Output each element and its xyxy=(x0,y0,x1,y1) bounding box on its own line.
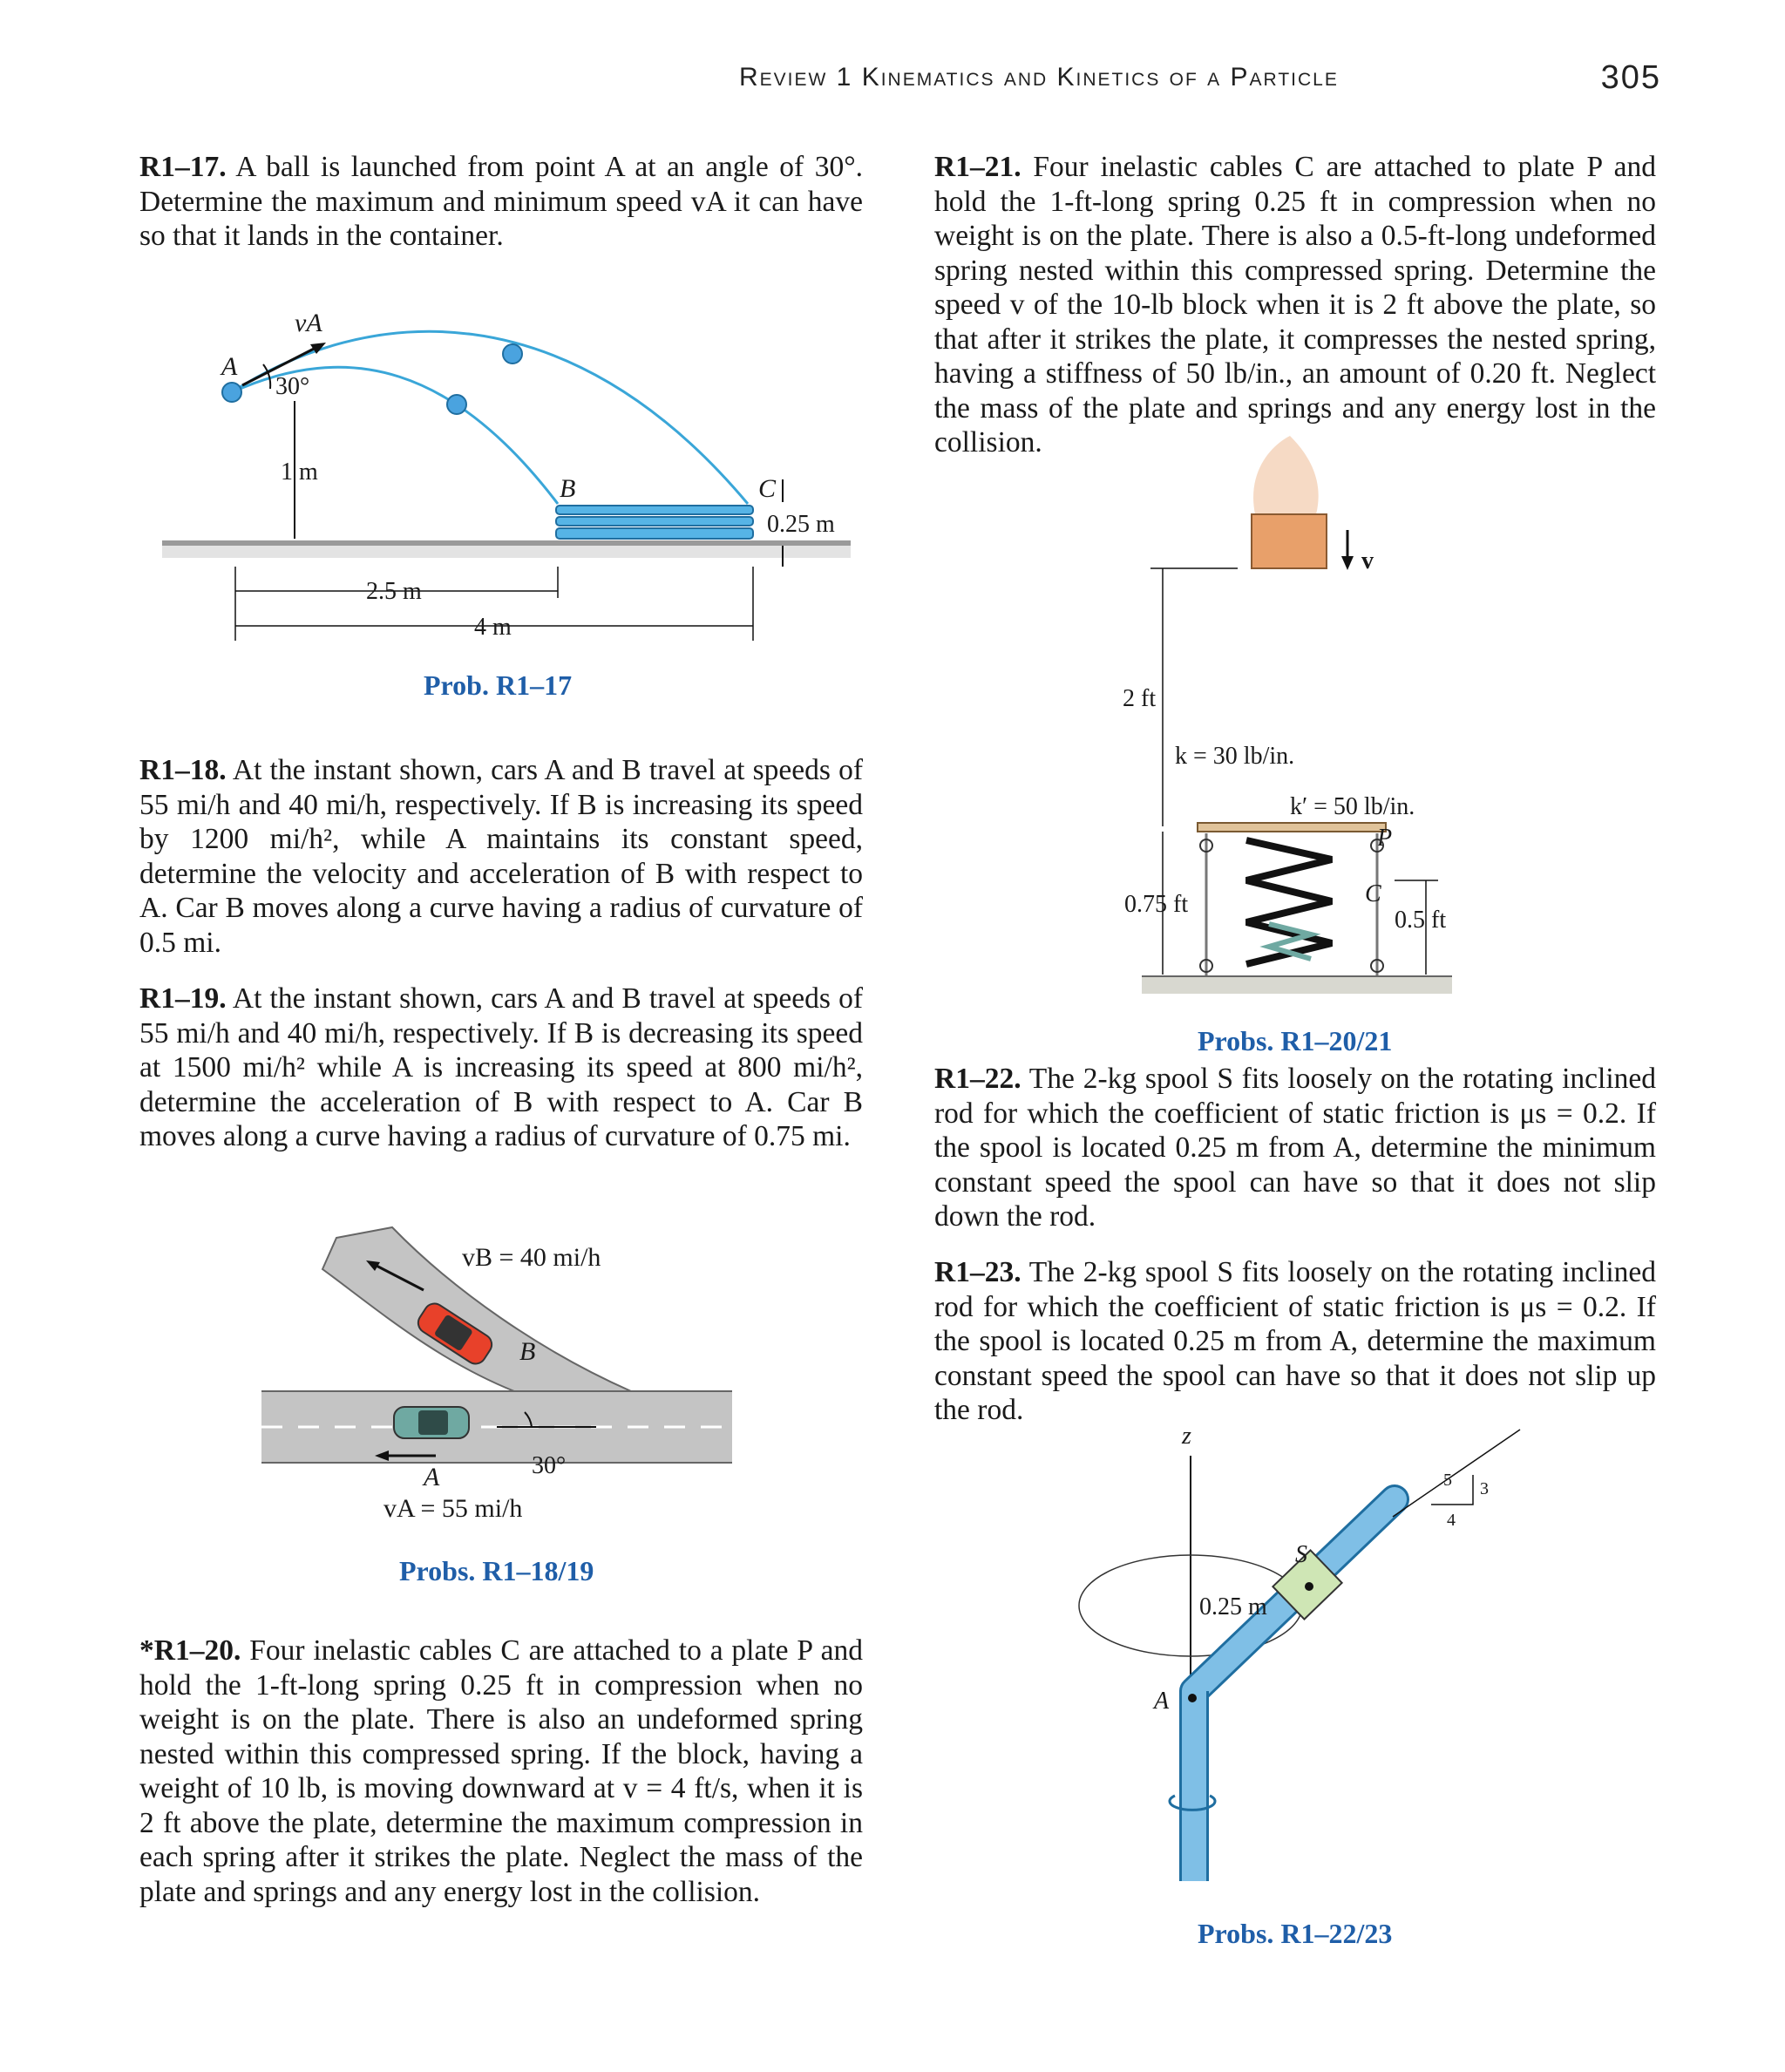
spool-label: S xyxy=(1295,1541,1307,1568)
caption-r1-17: Prob. R1–17 xyxy=(424,669,573,701)
figure-r1-18-19 xyxy=(253,1220,741,1534)
dim-0-75ft: 0.75 ft xyxy=(1124,891,1189,918)
point-c-label: C xyxy=(758,474,777,503)
problem-text: The 2-kg spool S fits loosely on the rotating inclined rod for which the coefficient of static friction is μs = 0.2. If the spool is located 0.25 m from A, determine the maximum constant speed the spool can have so that it does not slip up the rod. xyxy=(934,1256,1656,1426)
k-prime-label: k′ = 50 lb/in. xyxy=(1290,793,1415,820)
v-label: v xyxy=(1361,547,1374,574)
caption-r1-22-23: Probs. R1–22/23 xyxy=(1198,1918,1393,1949)
problem-number: R1–19. xyxy=(139,982,227,1015)
problem-number: R1–22. xyxy=(934,1063,1021,1095)
cable-label: C xyxy=(1365,880,1381,907)
problem-text: The 2-kg spool S fits loosely on the rotating inclined rod for which the coefficient of static friction is μs = 0.2. If the spool is located 0.25 m from A, determine the minimum constant speed the spool can have so that it does not slip down the rod. xyxy=(934,1063,1656,1233)
problem-text: Four inelastic cables C are attached to plate P and hold the 1-ft-long spring 0.25 ft in compression when no weight is on the plate. There is also a 0.5-ft-long undeformed spring nested within this compressed spring. Determine the speed v of the 10-lb block when it is 2 ft above the plate, so that after it strikes the plate, it compresses the nested spring, having a stiffness of 50 lb/in., an amount of 0.20 ft. Neglect the mass of the plate and springs and any energy lost in the collision. xyxy=(934,151,1657,459)
figure-r1-17 xyxy=(148,305,863,654)
point-a-label: A xyxy=(1154,1688,1170,1715)
problem-number: R1–17. xyxy=(139,151,227,183)
problem-text: A ball is launched from point A at an angle of 30°. Determine the maximum and minimum speed vA it can have so that it lands in the container. xyxy=(139,151,863,252)
problem-r1-23 xyxy=(934,1255,1656,1428)
k-label: k = 30 lb/in. xyxy=(1175,743,1295,770)
problem-text: At the instant shown, cars A and B travel at speeds of 55 mi/h and 40 mi/h, respectively. If B is decreasing its speed at 1500 mi/h² while A is increasing its speed at 800 mi/h², determine the acceleration of B with respect to A. Car B moves along a curve having a radius of curvature of 0.75 mi. xyxy=(139,982,863,1152)
angle-label: 30° xyxy=(532,1452,567,1479)
height-label: 1 m xyxy=(281,459,318,486)
point-a-label: A xyxy=(221,352,238,381)
distance-4m: 4 m xyxy=(474,614,512,641)
problem-text: Four inelastic cables C are attached to a plate P and hold the 1-ft-long spring 0.25 ft in compression when no weight is on the plate. There is also an undeformed spring nested within this compressed spring. If the block, having a weight of 10 lb, is moving downward at v = 4 ft/s, when it is 2 ft above the plate, determine the maximum compression in each spring after it strikes the plate. Neglect the mass of the plate and springs and any energy lost in the collision. xyxy=(139,1634,863,1908)
slope-5: 5 xyxy=(1443,1471,1452,1490)
page-number: 305 xyxy=(1600,59,1661,96)
problem-r1-19 xyxy=(139,982,863,1154)
problem-r1-22 xyxy=(934,1062,1656,1234)
distance-2-5m: 2.5 m xyxy=(366,578,422,605)
dim-0-5ft: 0.5 ft xyxy=(1395,907,1447,934)
problem-number: R1–21. xyxy=(934,151,1021,183)
problem-r1-21 xyxy=(934,150,1656,460)
figure-r1-22-23 xyxy=(1063,1421,1534,1892)
problem-r1-17 xyxy=(139,150,863,254)
car-a-label: A xyxy=(424,1463,440,1491)
point-b-label: B xyxy=(560,474,576,503)
distance-label: 0.25 m xyxy=(1199,1593,1267,1620)
running-header xyxy=(0,59,1785,101)
depth-label: 0.25 m xyxy=(767,511,835,538)
angle-label: 30° xyxy=(275,373,310,400)
vb-label: vB = 40 mi/h xyxy=(462,1243,601,1272)
caption-r1-20-21: Probs. R1–20/21 xyxy=(1198,1025,1393,1056)
z-axis-label: z xyxy=(1182,1423,1191,1450)
figure-r1-20-21 xyxy=(1116,436,1482,994)
slope-3: 3 xyxy=(1480,1479,1489,1498)
problem-number: R1–23. xyxy=(934,1256,1021,1288)
slope-4: 4 xyxy=(1447,1511,1456,1530)
section-title: Review 1 Kinematics and Kinetics of a Particle xyxy=(739,63,1339,92)
problem-number: *R1–20. xyxy=(139,1634,241,1667)
problem-r1-20 xyxy=(139,1634,863,1909)
problem-number: R1–18. xyxy=(139,754,227,786)
dim-2ft: 2 ft xyxy=(1123,685,1157,712)
problem-text: At the instant shown, cars A and B travel at speeds of 55 mi/h and 40 mi/h, respectively. If B is increasing its speed by 1200 mi/h², while A maintains its constant speed, determine the velocity and acceleration of B with respect to A. Car B moves along a curve having a radius of curvature of 0.5 mi. xyxy=(139,754,863,959)
car-b-label: B xyxy=(519,1337,536,1366)
plate-label: P xyxy=(1377,825,1393,852)
caption-r1-18-19: Probs. R1–18/19 xyxy=(399,1555,594,1586)
problem-r1-18 xyxy=(139,753,863,960)
v-a-label: vA xyxy=(295,309,322,337)
va-label: vA = 55 mi/h xyxy=(383,1494,523,1523)
